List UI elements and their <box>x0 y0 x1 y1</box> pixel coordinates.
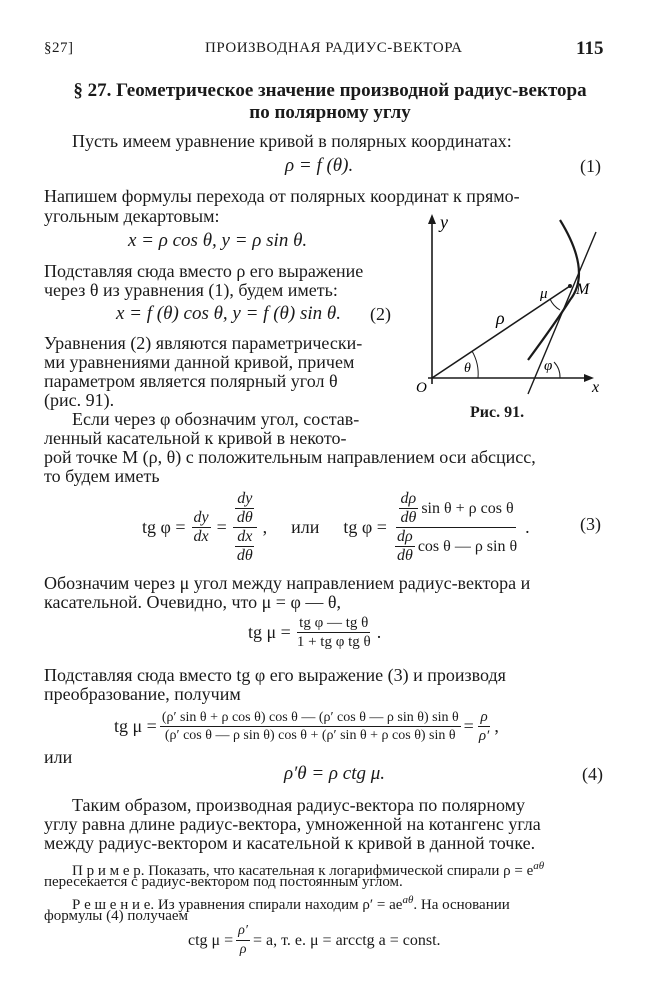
frac-num: ρ <box>480 709 488 725</box>
frac-den: dθ <box>396 547 413 564</box>
label-rho: ρ <box>496 308 505 328</box>
page-number: 115 <box>576 38 604 59</box>
final-tail: = a, т. е. μ = arcctg a = const. <box>252 931 441 949</box>
paragraph: Если через φ обозначим угол, состав- <box>72 409 360 429</box>
equation-number: (1) <box>580 156 601 176</box>
superscript: aθ <box>402 894 414 906</box>
big-fraction <box>393 490 519 565</box>
frac-num: dy <box>237 490 253 507</box>
equation-1: ρ = f (θ). <box>285 155 354 176</box>
paragraph: Подставляя сюда вместо tg φ его выражение (3) и производя <box>44 665 506 685</box>
label-O: O <box>416 380 427 396</box>
eq-sign: = <box>216 517 227 537</box>
paragraph: (рис. 91). <box>44 390 115 410</box>
solution-text: формулы (4) получаем <box>44 908 189 924</box>
mu-arc <box>550 299 560 310</box>
frac-den: dθ <box>236 547 253 564</box>
tg-mu-label: tg μ = <box>248 622 291 642</box>
or-word: или <box>44 747 73 767</box>
paragraph: то будем иметь <box>44 466 160 486</box>
equation-4: ρ′θ = ρ ctg μ. <box>284 763 386 784</box>
paragraph: Таким образом, производная радиус-вектора по полярному <box>72 795 526 815</box>
frac-den: (ρ′ cos θ — ρ sin θ) cos θ + (ρ′ sin θ + ρ cos θ) sin θ <box>164 728 456 743</box>
label-phi: φ <box>544 358 553 374</box>
label-y: y <box>440 212 448 232</box>
den-text: cos θ — ρ sin θ <box>417 537 518 555</box>
equation-3: tg φ = $\frac{dy}{dx}$ = $\frac{\frac{dy}{d\theta}}{\frac{dx}{d\theta}}$ , или tg φ = $\frac{d\rho}{d\theta}$ sin θ + ρ cos θ $\frac{d\rho}{d\theta}$ cos θ — ρ sin θ . <box>142 490 530 564</box>
ctg-mu-label: ctg μ = <box>188 931 234 949</box>
frac-num: ρ′ <box>236 922 250 941</box>
label-theta: θ <box>464 361 471 376</box>
equation-number: (4) <box>582 764 603 784</box>
section-ref: §27] <box>44 40 74 56</box>
figure-caption: Рис. 91. <box>470 404 525 421</box>
paragraph: касательной. Очевидно, что μ = φ — θ, <box>44 592 341 612</box>
tg-mu-big-equation: tg μ = $\frac{\text{(ρ′ sin θ + ρ cos θ) cos θ — (ρ′ cos θ — ρ sin θ) sin θ}}{\text{(ρ′ cos θ — ρ sin θ) cos θ + (ρ′ sin θ + ρ cos θ) sin θ}}$ = $\frac{\rho}{\rho'}$ , <box>114 709 499 744</box>
running-title: ПРОИЗВОДНАЯ РАДИУС-ВЕКТОРА <box>205 40 463 56</box>
frac-den: 1 + tg φ tg θ <box>296 634 371 650</box>
paragraph: углу равна длине радиус-вектора, умноженной на котангенс угла <box>44 814 541 834</box>
paragraph: Подставляя сюда вместо ρ его выражение <box>44 261 364 281</box>
frac-den: dθ <box>236 509 253 526</box>
paragraph: Уравнения (2) являются параметрически- <box>44 333 363 353</box>
paragraph: Обозначим через μ угол между направлением радиус-вектора и <box>44 573 531 593</box>
frac-num: tg φ — tg θ <box>299 615 369 631</box>
eq-sign: = <box>463 716 474 736</box>
nested-fraction <box>233 490 257 565</box>
section-title: § 27. Геометрическое значение производной радиус-вектора <box>73 80 587 101</box>
example-text: пересекается с радиус-вектором под постоянным углом. <box>44 874 403 890</box>
frac-num: dy <box>193 509 209 526</box>
frac-num: dx <box>237 528 253 545</box>
tg-mu-equation: tg μ = $\frac{\text{tg φ — tg θ}}{\text{1 + tg φ tg θ}}$ . <box>248 615 382 650</box>
frac-den: ρ′ <box>478 728 490 744</box>
paragraph: рой точке M (ρ, θ) с положительным направлением оси абсцисс, <box>44 447 536 467</box>
paragraph: преобразование, получим <box>44 684 241 704</box>
paragraph: угольным декартовым: <box>44 206 220 226</box>
label-x: x <box>592 379 600 396</box>
tg-mu-label: tg μ = <box>114 716 157 736</box>
paragraph: Пусть имеем уравнение кривой в полярных координатах: <box>72 131 512 151</box>
paragraph: между радиус-вектором и касательной к кривой в данной точке. <box>44 833 536 853</box>
section-title-line2: по полярному углу <box>249 102 411 123</box>
tg-phi-label: tg φ = <box>343 517 387 537</box>
point-M <box>568 284 572 288</box>
frac-den: dx <box>193 528 209 545</box>
superscript: aθ <box>533 860 545 872</box>
tangent-line <box>528 232 596 394</box>
equation-number: (2) <box>370 304 391 324</box>
frac-num: dρ <box>397 528 413 545</box>
phi-arc <box>554 362 560 378</box>
frac-num: dρ <box>400 490 417 507</box>
equation-number: (3) <box>580 514 601 534</box>
paragraph: через θ из уравнения (1), будем иметь: <box>44 280 338 300</box>
num-text: sin θ + ρ cos θ <box>421 499 514 517</box>
final-equation <box>188 922 441 959</box>
paragraph: ленный касательной к кривой в некото- <box>44 428 347 448</box>
figure-91 <box>410 212 610 412</box>
label-M: M <box>576 281 590 298</box>
label-mu: μ <box>540 286 548 302</box>
solution-text: Р е ш е н и е. Из уравнения спирали находим $\rho' = ae^{a\theta}$. На основании <box>72 894 510 913</box>
frac-den: ρ <box>239 942 247 957</box>
y-axis-arrow <box>428 214 436 224</box>
tg-phi-label: tg φ = <box>142 517 186 537</box>
equation-2: x = f (θ) cos θ, y = f (θ) sin θ. <box>116 303 341 324</box>
example-text: П р и м е р. Показать, что касательная к логарифмической спирали $\rho = e^{a\theta}$ <box>72 860 545 879</box>
theta-arc <box>472 351 478 378</box>
or-word: или <box>291 517 320 537</box>
frac-den: dθ <box>400 509 417 526</box>
paragraph: Напишем формулы перехода от полярных координат к прямо- <box>44 186 520 206</box>
paragraph: ми уравнениями данной кривой, причем <box>44 352 355 372</box>
paragraph: параметром является полярный угол θ <box>44 371 338 391</box>
equation-xy: x = ρ cos θ, y = ρ sin θ. <box>128 230 308 251</box>
frac-num: (ρ′ sin θ + ρ cos θ) cos θ — (ρ′ cos θ — ρ sin θ) sin θ <box>161 710 459 725</box>
